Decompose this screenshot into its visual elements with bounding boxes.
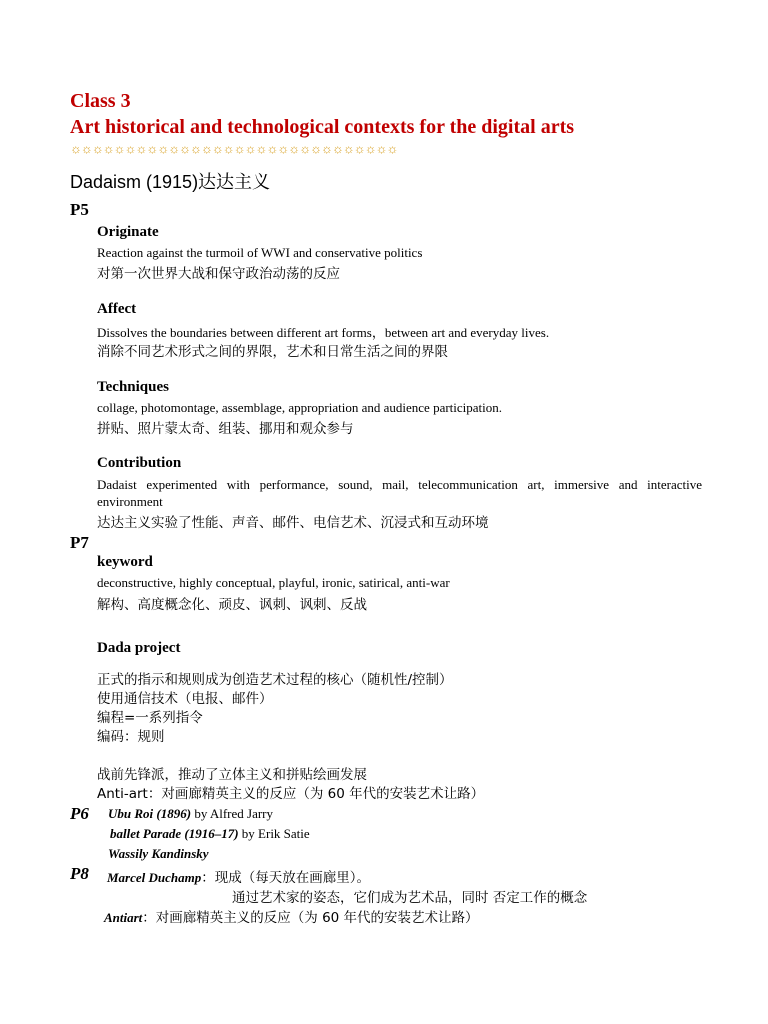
- dada-project-line: 编码：规则: [97, 729, 165, 745]
- page-label-p8: P8: [70, 864, 89, 883]
- section-title-keyword: keyword: [97, 554, 153, 570]
- originate-english: Reaction against the turmoil of WWI and conservative politics: [97, 245, 423, 260]
- reference-duchamp: [107, 866, 370, 886]
- antiart-text: ：对画廊精英主义的反应（为 60 年代的安装艺术让路）: [142, 910, 479, 926]
- work-author: by Erik Satie: [238, 826, 310, 841]
- duchamp-desc-2: 通过艺术家的姿态，它们成为艺术品，同时 否定工作的概念: [232, 890, 588, 906]
- page-label-p7: P7: [70, 533, 89, 552]
- dada-project-line: 正式的指示和规则成为创造艺术过程的核心（随机性/控制）: [97, 672, 453, 688]
- section-title-affect: Affect: [97, 301, 137, 317]
- work-title: Ubu Roi (1896): [108, 806, 192, 821]
- contribution-chinese: 达达主义实验了性能、声音、邮件、电信艺术、沉浸式和互动环境: [97, 515, 489, 531]
- section-title-contribution: Contribution: [97, 455, 182, 471]
- antiart-label: Antiart: [104, 910, 143, 925]
- dada-project-line: 编程=一系列指令: [97, 710, 203, 726]
- page-label-p6: P6: [70, 804, 89, 823]
- work-title: ballet Parade (1916–17): [110, 826, 239, 841]
- main-title: Art historical and technological contexts for the digital arts: [70, 116, 575, 138]
- dada-heading: Dadaism (1915)达达主义: [70, 172, 271, 192]
- antiart-line: [104, 906, 479, 926]
- techniques-english: collage, photomontage, assemblage, appropriation and audience participation.: [97, 400, 503, 415]
- section-title-dada-project: Dada project: [97, 640, 181, 656]
- section-title-originate: Originate: [97, 224, 159, 240]
- star-divider: ☼☼☼☼☼☼☼☼☼☼☼☼☼☼☼☼☼☼☼☼☼☼☼☼☼☼☼☼☼☼: [70, 141, 398, 156]
- dada-project-line: 使用通信技术（电报、邮件）: [97, 691, 273, 707]
- work-author: by Alfred Jarry: [191, 806, 274, 821]
- originate-chinese: 对第一次世界大战和保守政治动荡的反应: [97, 266, 340, 282]
- affect-english: Dissolves the boundaries between different art forms，between art and everyday lives.: [97, 325, 550, 340]
- artist-name: Marcel Duchamp: [107, 870, 202, 885]
- keyword-english: deconstructive, highly conceptual, playful, ironic, satirical, anti-war: [97, 575, 450, 590]
- contribution-english: Dadaist experimented with performance, sound, mail, telecommunication art, immersive and interactive environment: [97, 477, 702, 509]
- affect-chinese: 消除不同艺术形式之间的界限，艺术和日常生活之间的界限: [97, 344, 448, 360]
- reference-kandinsky: Wassily Kandinsky: [108, 846, 209, 861]
- keyword-chinese: 解构、高度概念化、顽皮、讽刺、讽刺、反战: [97, 597, 367, 613]
- name-colon: ：: [201, 870, 215, 886]
- class-title: Class 3: [70, 90, 131, 112]
- anti-art-line: Anti-art：对画廊精英主义的反应（为 60 年代的安装艺术让路）: [97, 786, 485, 802]
- section-title-techniques: Techniques: [97, 379, 169, 395]
- techniques-chinese: 拼贴、照片蒙太奇、组装、挪用和观众参与: [97, 421, 354, 437]
- duchamp-desc: 现成（每天放在画廊里）。: [214, 870, 370, 886]
- reference-ubu-roi: [108, 806, 273, 822]
- reference-parade: [110, 826, 310, 842]
- page-label-p5: P5: [70, 200, 89, 219]
- avant-garde-line: 战前先锋派，推动了立体主义和拼贴绘画发展: [97, 767, 367, 783]
